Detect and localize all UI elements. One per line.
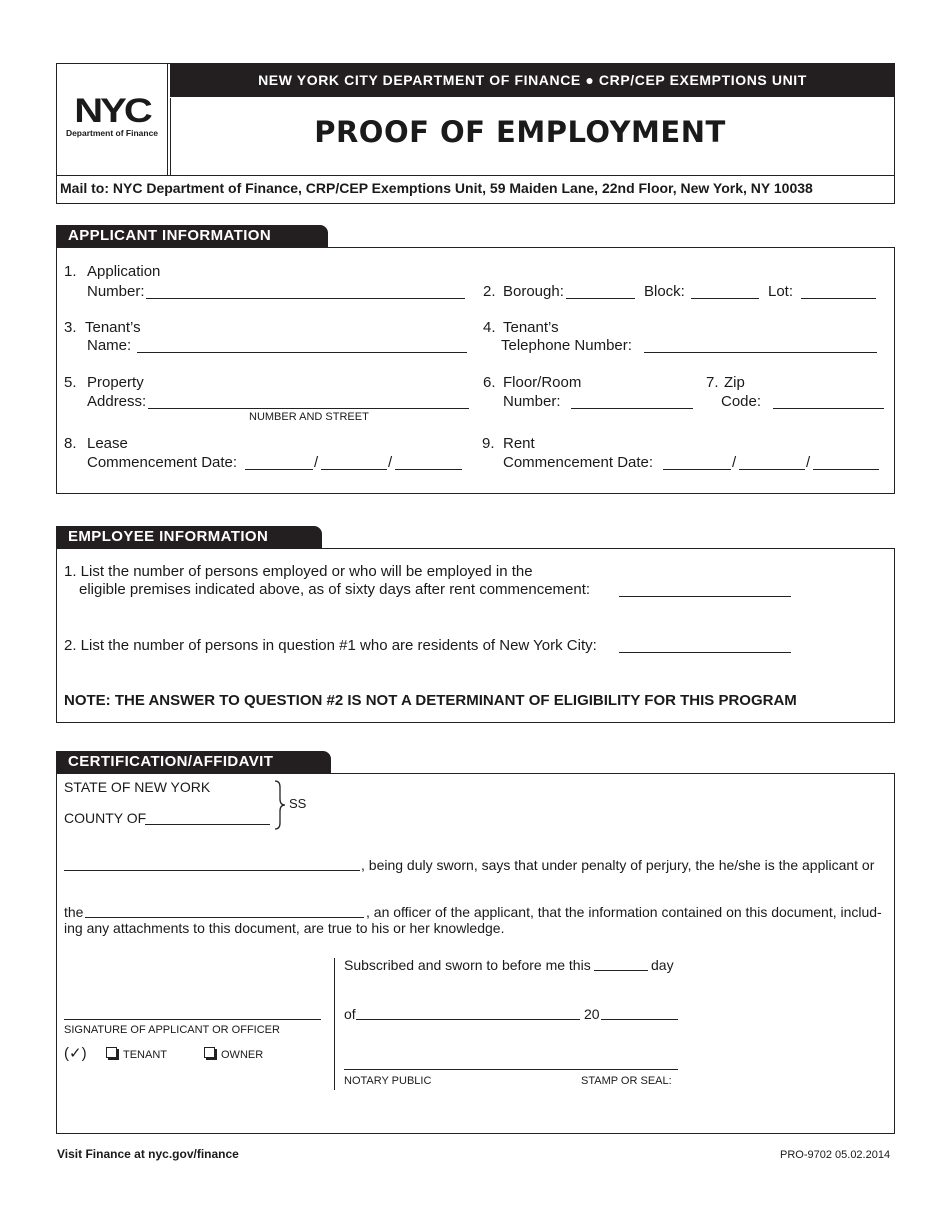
question-1-line-b: eligible premises indicated above, as of sixty days after rent commencement: [79, 581, 591, 598]
applicant-name-input[interactable] [85, 917, 364, 918]
nyc-logo: NYC [74, 92, 150, 130]
field-3-label-b: Name: [87, 337, 132, 354]
sworn-statement: , being duly sworn, says that under penalty of perjury, the he/she is the applicant or [361, 857, 875, 873]
field-8-number: 8. [64, 435, 77, 452]
notary-label: NOTARY PUBLIC [344, 1075, 432, 1087]
field-4-label-b: Telephone Number: [501, 337, 632, 354]
field-8-label-b: Commencement Date: [87, 454, 238, 471]
tenant-label: TENANT [123, 1049, 167, 1061]
field-2-number: 2. [483, 283, 496, 300]
signature-input[interactable] [64, 1019, 321, 1020]
notary-signature-input[interactable] [344, 1069, 678, 1070]
field-7-label-a: Zip [724, 374, 745, 391]
date-slash: / [314, 454, 319, 471]
check-one-indicator: (✓) [64, 1045, 87, 1062]
zip-code-input[interactable] [773, 408, 884, 409]
borough-input[interactable] [566, 298, 635, 299]
field-8-label-a: Lease [87, 435, 128, 452]
mail-to: Mail to: NYC Department of Finance, CRP/CEP Exemptions Unit, 59 Maiden Lane, 22nd Floor, New York, NY 10038 [60, 180, 813, 196]
deponent-name-input[interactable] [64, 870, 360, 871]
stamp-label: STAMP OR SEAL: [581, 1075, 672, 1087]
certification-section-tab: CERTIFICATION/AFFIDAVIT [56, 751, 331, 773]
floor-room-input[interactable] [571, 408, 693, 409]
subscribed-label: Subscribed and sworn to before me this [344, 957, 591, 973]
property-address-input[interactable] [148, 408, 469, 409]
lease-date-day-input[interactable] [321, 469, 387, 470]
field-5-label-a: Property [87, 374, 144, 391]
borough-label: Borough: [503, 283, 564, 300]
field-1-number: 1. [64, 263, 77, 280]
of-label: of [344, 1006, 356, 1022]
address-hint: NUMBER AND STREET [249, 411, 369, 423]
officer-statement: , an officer of the applicant, that the information contained on this document, includ- [366, 904, 882, 920]
sworn-year-input[interactable] [601, 1019, 678, 1020]
ss-label: SS [289, 796, 307, 811]
field-6-number: 6. [483, 374, 496, 391]
owner-checkbox[interactable] [204, 1047, 215, 1058]
day-label: day [651, 957, 674, 973]
field-9-label-b: Commencement Date: [503, 454, 654, 471]
field-5-number: 5. [64, 374, 77, 391]
signature-divider [334, 958, 335, 1090]
tenant-checkbox[interactable] [106, 1047, 117, 1058]
attachments-statement: ing any attachments to this document, are true to his or her knowledge. [64, 920, 505, 936]
banner-text: NEW YORK CITY DEPARTMENT OF FINANCE ● CRP/CEP EXEMPTIONS UNIT [258, 72, 807, 88]
field-4-label-a: Tenant’s [503, 319, 559, 336]
field-6-label-a: Floor/Room [503, 374, 582, 391]
employee-section-tab: EMPLOYEE INFORMATION [56, 526, 322, 548]
field-6-label-b: Number: [503, 393, 561, 410]
date-slash: / [806, 454, 811, 471]
sworn-month-input[interactable] [356, 1019, 580, 1020]
question-1-line-a: 1. List the number of persons employed or who will be employed in the [64, 563, 533, 580]
field-1-label-a: Application [87, 263, 161, 280]
tenant-name-input[interactable] [137, 352, 467, 353]
lot-label: Lot: [768, 283, 794, 300]
the-label: the [64, 904, 84, 920]
date-slash: / [732, 454, 737, 471]
signature-label: SIGNATURE OF APPLICANT OR OFFICER [64, 1024, 280, 1036]
county-label: COUNTY OF [64, 810, 147, 826]
rent-date-month-input[interactable] [663, 469, 731, 470]
eligibility-note: NOTE: THE ANSWER TO QUESTION #2 IS NOT A DETERMINANT OF ELIGIBILITY FOR THIS PROGRAM [64, 692, 797, 709]
lot-input[interactable] [801, 298, 876, 299]
header-banner [170, 63, 895, 97]
applicant-section-tab: APPLICANT INFORMATION [56, 225, 328, 247]
state-label: STATE OF NEW YORK [64, 779, 211, 795]
application-number-input[interactable] [146, 298, 465, 299]
employees-count-input[interactable] [619, 596, 791, 597]
brace-icon [272, 780, 286, 830]
logo-subtitle: Department of Finance [65, 128, 159, 138]
field-1-label-b: Number: [87, 283, 145, 300]
header-divider [56, 175, 895, 176]
nyc-residents-count-input[interactable] [619, 652, 791, 653]
page-title: PROOF OF EMPLOYMENT [314, 115, 726, 149]
rent-date-year-input[interactable] [813, 469, 879, 470]
certification-section-box [56, 773, 895, 1134]
field-9-number: 9. [482, 435, 495, 452]
owner-label: OWNER [221, 1049, 264, 1061]
field-4-number: 4. [483, 319, 496, 336]
field-7-number: 7. [706, 374, 719, 391]
field-9-label-a: Rent [503, 435, 535, 452]
field-3-label-a: Tenant’s [85, 319, 141, 336]
sworn-day-input[interactable] [594, 970, 648, 971]
field-3-number: 3. [64, 319, 77, 336]
year-prefix: 20 [584, 1006, 600, 1022]
tenant-phone-input[interactable] [644, 352, 877, 353]
field-5-label-b: Address: [87, 393, 147, 410]
block-label: Block: [644, 283, 685, 300]
date-slash: / [388, 454, 393, 471]
logo-box [56, 63, 168, 175]
county-input[interactable] [145, 824, 270, 825]
footer-visit-link[interactable]: Visit Finance at nyc.gov/finance [57, 1147, 239, 1161]
lease-date-year-input[interactable] [395, 469, 462, 470]
question-2: 2. List the number of persons in question #1 who are residents of New York City: [64, 637, 597, 654]
block-input[interactable] [691, 298, 759, 299]
form-id: PRO-9702 05.02.2014 [780, 1149, 891, 1161]
lease-date-month-input[interactable] [245, 469, 313, 470]
rent-date-day-input[interactable] [739, 469, 805, 470]
field-7-label-b: Code: [721, 393, 762, 410]
